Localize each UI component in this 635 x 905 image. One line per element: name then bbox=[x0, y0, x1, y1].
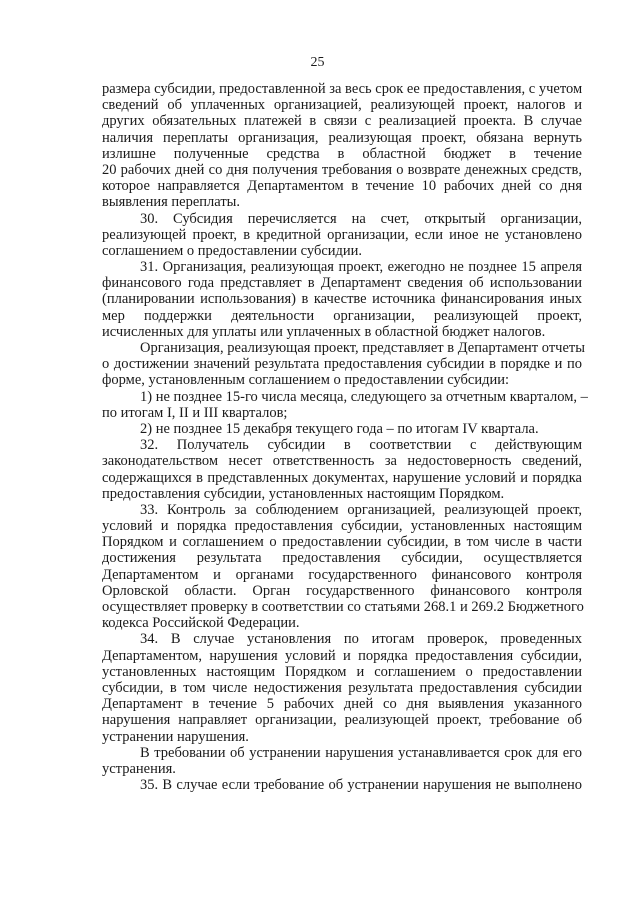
text-line: Департамент в течение 5 рабочих дней со дня выявления указанного bbox=[102, 696, 582, 713]
text-line: предоставления субсидии, установленных настоящим Порядком. bbox=[102, 485, 505, 502]
text-line: 30. Субсидия перечисляется на счет, открытый организации, bbox=[140, 210, 582, 227]
text-line: осуществляет проверку в соответствии со статьями 268.1 и 269.2 Бюджетного bbox=[102, 599, 584, 615]
text-line: 33. Контроль за соблюдением организацией, реализующей проект, bbox=[140, 501, 582, 518]
text-line: 34. В случае установления по итогам проверок, проведенных bbox=[140, 631, 582, 648]
text-line: 31. Организация, реализующая проект, ежегодно не позднее 15 апреля bbox=[140, 259, 582, 276]
text-line: наличия переплаты организация, реализующая проект, обязана вернуть bbox=[102, 129, 582, 146]
text-line: сведений об уплаченных организацией, реализующей проект, налогов и bbox=[102, 97, 582, 114]
text-line: соглашением о предоставлении субсидии. bbox=[102, 242, 363, 259]
text-line: излишне полученные средства в областной бюджет в течение bbox=[102, 145, 582, 162]
text-line: других обязательных платежей в связи с реализацией проекта. В случае bbox=[102, 113, 582, 130]
text-line: 32. Получатель субсидии в соответствии с действующим bbox=[140, 437, 582, 454]
text-line: размера субсидии, предоставленной за весь срок ее предоставления, с учетом bbox=[102, 81, 583, 97]
text-line: реализующей проект, в кредитной организации, если иное не установлено bbox=[102, 226, 582, 243]
text-line: законодательством несет ответственность за недостоверность сведений, bbox=[102, 453, 582, 470]
text-line: исчисленных для уплаты или уплаченных в областной бюджет налогов. bbox=[102, 323, 546, 340]
text-line: условий и порядка предоставления субсидии, установленных настоящим bbox=[102, 518, 582, 535]
text-line: Орловской области. Орган государственного финансового контроля bbox=[102, 582, 582, 599]
text-line: Департаментом и органами государственного финансового контроля bbox=[102, 566, 582, 583]
text-line: 2) не позднее 15 декабря текущего года – по итогам IV квартала. bbox=[140, 420, 539, 437]
text-line: устранения. bbox=[102, 760, 176, 777]
page-number: 25 bbox=[310, 55, 325, 70]
text-line: по итогам I, II и III кварталов; bbox=[102, 404, 288, 421]
text-line: содержащихся в представленных документах, нарушение условий и порядка bbox=[102, 469, 582, 486]
text-line: 1) не позднее 15-го числа месяца, следующего за отчетным кварталом, – bbox=[140, 388, 588, 405]
text-line: (планировании использования) в качестве источника финансирования иных bbox=[102, 291, 582, 308]
text-line: мер поддержки деятельности организации, реализующей проект, bbox=[102, 307, 582, 324]
text-line: 20 рабочих дней со дня получения требования о возврате денежных средств, bbox=[102, 161, 582, 178]
text-line: Департаментом, нарушения условий и порядка предоставления субсидии, bbox=[102, 647, 582, 664]
text-line: Порядком и соглашением о предоставлении субсидии, в том числе в части bbox=[102, 534, 582, 551]
text-line: кодекса Российской Федерации. bbox=[102, 615, 300, 632]
text-line: выявления переплаты. bbox=[102, 194, 241, 211]
text-line: субсидии, в том числе недостижения результата предоставления субсидии bbox=[102, 679, 582, 696]
document-body bbox=[102, 81, 588, 794]
text-line: Организация, реализующая проект, представляет в Департамент отчеты bbox=[140, 340, 585, 356]
text-line: которое направляется Департаментом в течение 10 рабочих дней со дня bbox=[102, 178, 582, 195]
text-line: 35. В случае если требование об устранении нарушения не выполнено bbox=[140, 777, 582, 794]
text-line: устранении нарушения. bbox=[102, 728, 249, 745]
text-line: о достижении значений результата предоставления субсидии в порядке и по bbox=[102, 356, 582, 373]
text-line: В требовании об устранении нарушения устанавливается срок для его bbox=[140, 744, 582, 761]
text-line: установленных настоящим Порядком и соглашением о предоставлении bbox=[102, 663, 582, 680]
text-line: форме, установленным соглашением о предоставлении субсидии: bbox=[102, 372, 510, 389]
text-line: достижения результата предоставления субсидии, осуществляется bbox=[102, 550, 582, 567]
text-line: нарушения направляет организации, реализующей проект, требование об bbox=[102, 712, 582, 729]
text-line: финансового года представляет в Департамент сведения об использовании bbox=[102, 275, 582, 292]
